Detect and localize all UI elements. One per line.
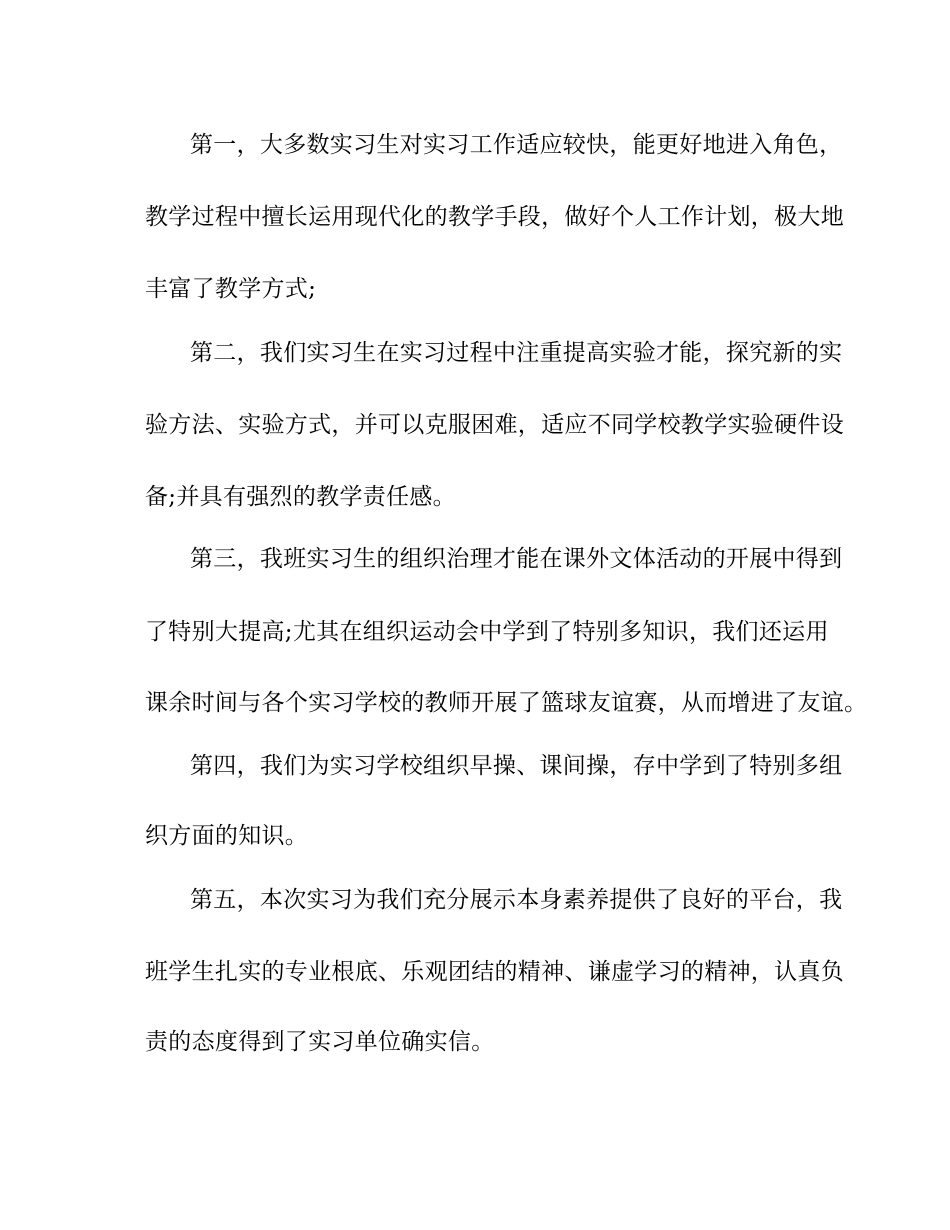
paragraph-line: 备;并具有强烈的教学责任感。 [145,484,456,510]
paragraph-line: 责的态度得到了实习单位确实信。 [145,1029,495,1055]
paragraph-line: 班学生扎实的专业根底、乐观团结的精神、谦虚学习的精神，认真负 [145,959,844,985]
paragraph-line: 第五，本次实习为我们充分展示本身素养提供了良好的平台，我 [190,887,843,913]
paragraph-line: 了特别大提高;尤其在组织运动会中学到了特别多知识，我们还运用 [145,619,829,645]
paragraph-line: 第四，我们为实习学校组织早操、课间操，存中学到了特别多组 [190,753,843,779]
paragraph-line: 织方面的知识。 [145,823,309,849]
paragraph-line: 第二，我们实习生在实习过程中注重提高实验才能，探究新的实 [190,340,843,366]
paragraph-line: 课余时间与各个实习学校的教师开展了篮球友谊赛，从而增进了友谊。 [145,690,868,716]
paragraph-line: 教学过程中擅长运用现代化的教学手段，做好个人工作计划，极大地 [145,204,844,230]
paragraph-line: 第三，我班实习生的组织治理才能在课外文体活动的开展中得到 [190,546,843,572]
paragraph-line: 验方法、实验方式，并可以克服困难，适应不同学校教学实验硬件设 [145,412,844,438]
paragraph-line: 第一，大多数实习生对实习工作适应较快，能更好地进入角色， [190,132,843,158]
paragraph-line: 丰富了教学方式; [145,276,317,302]
